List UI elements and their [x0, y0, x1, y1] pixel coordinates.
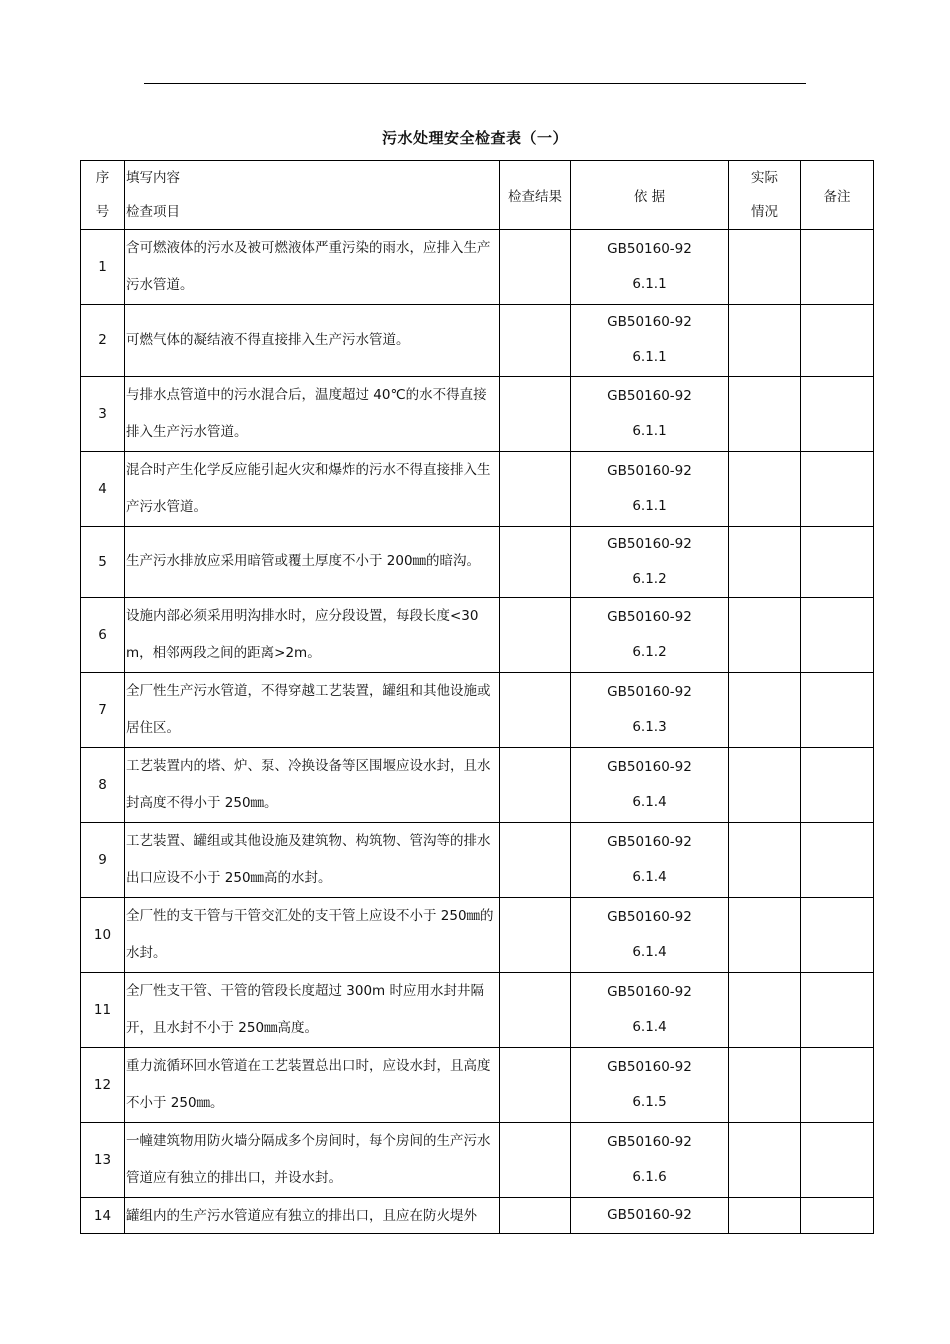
row-check-item: [125, 673, 500, 748]
table-row: [81, 898, 874, 973]
row-check-item: [125, 526, 500, 598]
row-basis: [571, 823, 729, 898]
table-row: [81, 598, 874, 673]
table-row: [81, 973, 874, 1048]
basis-clause: 6.1.1: [632, 422, 667, 439]
row-remark-cell[interactable]: [801, 526, 874, 598]
row-basis: [571, 230, 729, 305]
basis-standard: GB50160-92: [607, 314, 692, 331]
row-check-item: [125, 748, 500, 823]
basis-clause: 6.1.4: [632, 794, 667, 810]
row-actual-cell[interactable]: [729, 230, 801, 305]
basis-clause: 6.1.5: [632, 1094, 667, 1110]
row-serial-number: 4: [81, 451, 125, 526]
header-rule: [144, 83, 806, 84]
basis-standard: GB50160-92: [607, 462, 692, 479]
row-result-cell[interactable]: [500, 451, 571, 526]
check-item-text: 设施内部必须采用明沟排水时，应分段设置，每段长度<30m，相邻两段之间的距离>2m。: [126, 608, 479, 661]
basis-standard: GB50160-92: [607, 1134, 692, 1150]
basis-clause: 6.1.2: [632, 644, 667, 660]
basis-standard: GB50160-92: [607, 834, 692, 850]
basis-clause: 6.1.1: [632, 349, 667, 366]
row-check-item: [125, 823, 500, 898]
row-serial-number: 14: [81, 1198, 125, 1234]
check-item-text: 一幢建筑物用防火墙分隔成多个房间时，每个房间的生产污水管道应有独立的排出口，并设水封。: [126, 1133, 491, 1186]
row-basis: [571, 748, 729, 823]
header-serial-number: [81, 161, 125, 230]
row-basis: [571, 973, 729, 1048]
table-row: [81, 823, 874, 898]
row-serial-number: 1: [81, 230, 125, 305]
row-basis: [571, 1198, 729, 1234]
row-check-item: [125, 1123, 500, 1198]
row-remark-cell[interactable]: [801, 598, 874, 673]
row-remark-cell[interactable]: [801, 898, 874, 973]
check-item-text: 全厂性生产污水管道，不得穿越工艺装置，罐组和其他设施或居住区。: [126, 683, 491, 736]
row-check-item: [125, 451, 500, 526]
row-result-cell[interactable]: [500, 305, 571, 377]
basis-standard: GB50160-92: [607, 387, 692, 404]
check-item-text: 可燃气体的凝结液不得直接排入生产污水管道。: [126, 331, 410, 348]
basis-standard: GB50160-92: [607, 684, 692, 700]
table-row: [81, 1198, 874, 1234]
check-item-text: 与排水点管道中的污水混合后，温度超过 40℃的水不得直接排入生产污水管道。: [126, 386, 487, 440]
row-result-cell[interactable]: [500, 823, 571, 898]
row-remark-cell[interactable]: [801, 823, 874, 898]
table-row: [81, 305, 874, 377]
header-actual-line1: 实际: [751, 170, 778, 186]
row-remark-cell[interactable]: [801, 1198, 874, 1234]
row-remark-cell[interactable]: [801, 1123, 874, 1198]
row-actual-cell[interactable]: [729, 451, 801, 526]
basis-standard: GB50160-92: [607, 759, 692, 775]
row-basis: [571, 451, 729, 526]
row-actual-cell[interactable]: [729, 526, 801, 598]
table-row: [81, 1048, 874, 1123]
row-remark-cell[interactable]: [801, 305, 874, 377]
row-check-item: [125, 1048, 500, 1123]
row-result-cell[interactable]: [500, 673, 571, 748]
row-actual-cell[interactable]: [729, 823, 801, 898]
row-basis: [571, 1123, 729, 1198]
header-content-line2: 检查项目: [126, 204, 180, 220]
row-actual-cell[interactable]: [729, 898, 801, 973]
basis-clause: 6.1.3: [632, 719, 667, 735]
row-serial-number: 7: [81, 673, 125, 748]
row-remark-cell[interactable]: [801, 673, 874, 748]
check-item-text: 混合时产生化学反应能引起火灾和爆炸的污水不得直接排入生产污水管道。: [126, 461, 491, 515]
row-actual-cell[interactable]: [729, 305, 801, 377]
row-actual-cell[interactable]: [729, 1123, 801, 1198]
row-actual-cell[interactable]: [729, 748, 801, 823]
header-serial-line2: 号: [95, 204, 110, 220]
check-item-text: 工艺装置内的塔、炉、泵、冷换设备等区围堰应设水封，且水封高度不得小于 250㎜。: [126, 758, 491, 811]
table-row: [81, 673, 874, 748]
row-serial-number: 11: [81, 973, 125, 1048]
table-row: [81, 526, 874, 598]
check-item-text: 工艺装置、罐组或其他设施及建筑物、构筑物、管沟等的排水出口应设不小于 250㎜高的水封。: [126, 833, 491, 886]
header-content-line1: 填写内容: [126, 170, 180, 186]
row-serial-number: 10: [81, 898, 125, 973]
row-remark-cell[interactable]: [801, 748, 874, 823]
row-serial-number: 3: [81, 376, 125, 451]
basis-standard: GB50160-92: [607, 535, 692, 552]
row-serial-number: 13: [81, 1123, 125, 1198]
header-result: 检查结果: [500, 161, 571, 230]
row-remark-cell[interactable]: [801, 376, 874, 451]
row-check-item: [125, 376, 500, 451]
basis-clause: 6.1.6: [632, 1169, 667, 1185]
check-item-text: 生产污水排放应采用暗管或覆土厚度不小于 200㎜的暗沟。: [126, 553, 481, 570]
row-actual-cell[interactable]: [729, 673, 801, 748]
row-result-cell[interactable]: [500, 1123, 571, 1198]
row-check-item: [125, 305, 500, 377]
header-actual-line2: 情况: [751, 204, 778, 220]
row-actual-cell[interactable]: [729, 376, 801, 451]
safety-checklist-table: [80, 160, 874, 1234]
row-actual-cell[interactable]: [729, 1048, 801, 1123]
row-check-item: [125, 230, 500, 305]
header-serial-line1: 序: [95, 170, 110, 186]
row-result-cell[interactable]: [500, 898, 571, 973]
basis-clause: 6.1.4: [632, 944, 667, 960]
row-check-item: [125, 898, 500, 973]
check-item-text: 全厂性的支干管与干管交汇处的支干管上应设不小于 250㎜的水封。: [126, 908, 494, 961]
row-serial-number: 8: [81, 748, 125, 823]
row-basis: [571, 1048, 729, 1123]
row-result-cell[interactable]: [500, 598, 571, 673]
row-result-cell[interactable]: [500, 230, 571, 305]
row-basis: [571, 673, 729, 748]
row-remark-cell[interactable]: [801, 973, 874, 1048]
header-basis: 依 据: [571, 161, 729, 230]
table-row: [81, 1123, 874, 1198]
table-row: [81, 451, 874, 526]
table-row: [81, 376, 874, 451]
check-item-text: 罐组内的生产污水管道应有独立的排出口，且应在防火堤外: [126, 1207, 477, 1224]
row-serial-number: 9: [81, 823, 125, 898]
basis-clause: 6.1.4: [632, 1019, 667, 1035]
row-remark-cell[interactable]: [801, 1048, 874, 1123]
row-result-cell[interactable]: [500, 1048, 571, 1123]
row-basis: [571, 376, 729, 451]
row-result-cell[interactable]: [500, 376, 571, 451]
row-result-cell[interactable]: [500, 526, 571, 598]
row-check-item: [125, 1198, 500, 1234]
row-remark-cell[interactable]: [801, 451, 874, 526]
basis-clause: 6.1.4: [632, 869, 667, 885]
basis-standard: GB50160-92: [607, 1207, 692, 1223]
table-header-row: [81, 161, 874, 230]
row-result-cell[interactable]: [500, 748, 571, 823]
row-check-item: [125, 973, 500, 1048]
basis-standard: GB50160-92: [607, 241, 692, 257]
check-item-text: 含可燃液体的污水及被可燃液体严重污染的雨水，应排入生产污水管道。: [126, 240, 491, 293]
document-title: 污水处理安全检查表（一）: [381, 129, 568, 147]
table-row: [81, 748, 874, 823]
check-item-text: 全厂性支干管、干管的管段长度超过 300m 时应用水封井隔开，且水封不小于 250㎜高度。: [126, 983, 484, 1036]
row-serial-number: 6: [81, 598, 125, 673]
basis-clause: 6.1.1: [632, 497, 667, 514]
row-basis: [571, 305, 729, 377]
header-content: [125, 161, 500, 230]
header-remark: 备注: [801, 161, 874, 230]
row-basis: [571, 526, 729, 598]
basis-standard: GB50160-92: [607, 984, 692, 1000]
row-serial-number: 12: [81, 1048, 125, 1123]
basis-clause: 6.1.2: [632, 570, 667, 587]
check-item-text: 重力流循环回水管道在工艺装置总出口时，应设水封，且高度不小于 250㎜。: [126, 1058, 491, 1111]
basis-standard: GB50160-92: [607, 609, 692, 625]
row-result-cell[interactable]: [500, 1198, 571, 1234]
row-basis: [571, 598, 729, 673]
row-check-item: [125, 598, 500, 673]
row-actual-cell[interactable]: [729, 973, 801, 1048]
basis-standard: GB50160-92: [607, 909, 692, 925]
row-serial-number: 2: [81, 305, 125, 377]
row-remark-cell[interactable]: [801, 230, 874, 305]
row-serial-number: 5: [81, 526, 125, 598]
row-result-cell[interactable]: [500, 973, 571, 1048]
row-actual-cell[interactable]: [729, 598, 801, 673]
basis-clause: 6.1.1: [632, 276, 667, 292]
row-basis: [571, 898, 729, 973]
table-row: [81, 230, 874, 305]
basis-standard: GB50160-92: [607, 1059, 692, 1075]
row-actual-cell[interactable]: [729, 1198, 801, 1234]
header-actual: [729, 161, 801, 230]
